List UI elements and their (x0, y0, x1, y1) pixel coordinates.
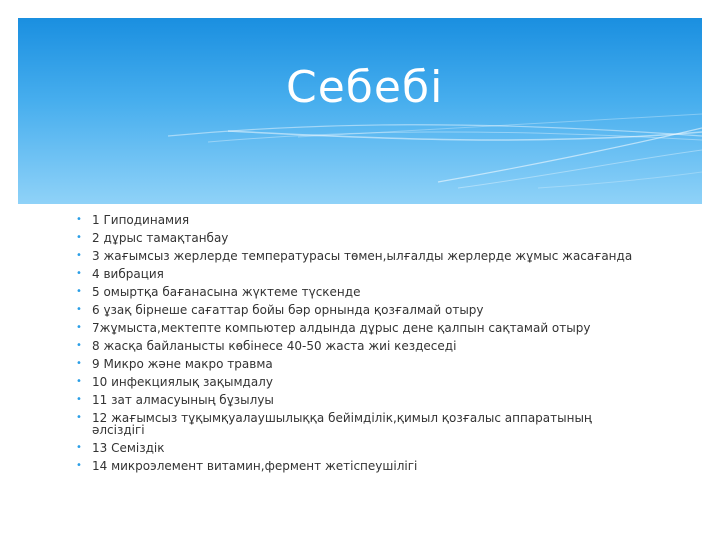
list-item (76, 394, 636, 406)
list-item (76, 412, 636, 436)
bullet-dot-icon: • (76, 394, 82, 405)
slide-title: Себебі (286, 62, 444, 113)
list-item-text: 12 жағымсыз тұқымқуалаушылыққа бейімділік,қимыл қозғалыс аппаратының әлсіздігі (92, 411, 592, 437)
bullet-dot-icon: • (76, 286, 82, 297)
bullet-dot-icon: • (76, 214, 82, 225)
list-item (76, 214, 636, 226)
list-item-text: 2 дұрыс тамақтанбау (92, 231, 229, 245)
header-band (18, 18, 702, 204)
list-item (76, 376, 636, 388)
bullet-dot-icon: • (76, 340, 82, 351)
bullet-list (76, 214, 636, 478)
list-item-text: 5 омыртқа бағанасына жүктеме түскенде (92, 285, 361, 299)
bullet-dot-icon: • (76, 442, 82, 453)
list-item-text: 3 жағымсыз жерлерде температурасы төмен,ылғалды жерлерде жұмыс жасағанда (92, 249, 633, 263)
bullet-dot-icon: • (76, 304, 82, 315)
list-item (76, 442, 636, 454)
list-item-text: 1 Гиподинамия (92, 213, 190, 227)
list-item-text: 7жұмыста,мектепте компьютер алдында дұрыс дене қалпын сақтамай отыру (92, 321, 591, 335)
list-item-text: 13 Семіздік (92, 441, 165, 455)
bullet-dot-icon: • (76, 358, 82, 369)
bullet-dot-icon: • (76, 412, 82, 423)
list-item (76, 340, 636, 352)
list-item-text: 10 инфекциялық зақымдалу (92, 375, 273, 389)
bullet-dot-icon: • (76, 460, 82, 471)
list-item (76, 358, 636, 370)
list-item-text: 8 жасқа байланысты көбінесе 40-50 жаста жиі кездеседі (92, 339, 457, 353)
list-item (76, 250, 636, 262)
bullet-dot-icon: • (76, 322, 82, 333)
list-item (76, 322, 636, 334)
list-item-text: 4 вибрация (92, 267, 164, 281)
list-item (76, 268, 636, 280)
list-item (76, 232, 636, 244)
list-item (76, 286, 636, 298)
list-item (76, 304, 636, 316)
list-item-text: 11 зат алмасуының бұзылуы (92, 393, 274, 407)
bullet-dot-icon: • (76, 376, 82, 387)
bullet-dot-icon: • (76, 268, 82, 279)
list-item-text: 9 Микро және макро травма (92, 357, 273, 371)
list-item (76, 460, 636, 472)
list-item-text: 14 микроэлемент витамин,фермент жетіспеушілігі (92, 459, 418, 473)
bullet-dot-icon: • (76, 232, 82, 243)
bullet-dot-icon: • (76, 250, 82, 261)
list-item-text: 6 ұзақ бірнеше сағаттар бойы бәр орнында қозғалмай отыру (92, 303, 484, 317)
